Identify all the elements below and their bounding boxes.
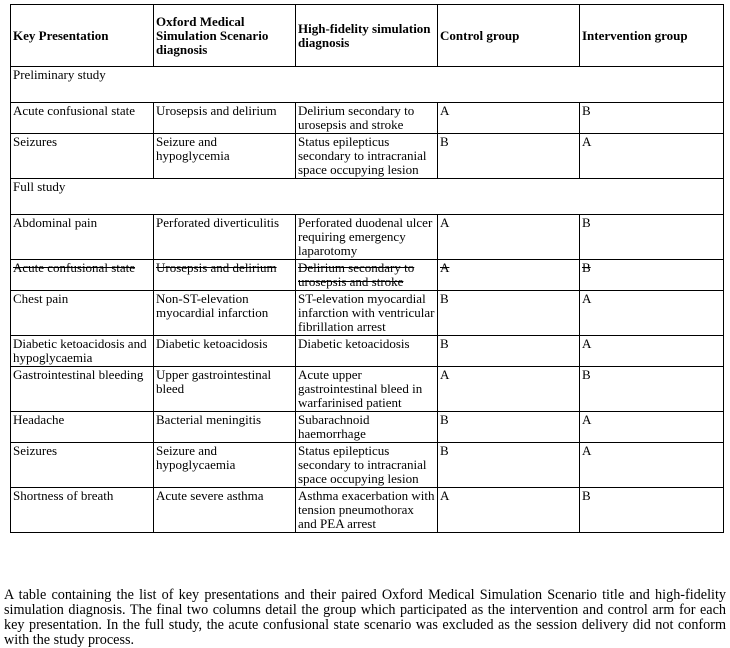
cell-intervention-group: [580, 443, 724, 488]
cell-key-presentation: [11, 443, 154, 488]
cell-intervention-group-text: A: [582, 134, 592, 149]
cell-oms-diagnosis-text: Acute severe asthma: [156, 488, 264, 503]
cell-control-group: [438, 103, 580, 134]
cell-oms-diagnosis: [154, 134, 296, 179]
cell-hf-diagnosis-text: ST-elevation myocardial infarction with ventricular fibrillation arrest: [298, 291, 435, 334]
cell-intervention-group: [580, 367, 724, 412]
cell-key-presentation-text: Shortness of breath: [13, 488, 114, 503]
cell-oms-diagnosis: [154, 215, 296, 260]
cell-hf-diagnosis-text: Status epilepticus secondary to intracranial space occupying lesion: [298, 443, 427, 486]
cell-hf-diagnosis: [296, 412, 438, 443]
cell-oms-diagnosis-text: Upper gastrointestinal bleed: [156, 367, 272, 396]
cell-intervention-group-text: A: [582, 443, 592, 458]
cell-key-presentation-text: Acute confusional state: [13, 260, 136, 275]
cell-oms-diagnosis-text: Perforated diverticulitis: [156, 215, 280, 230]
cell-intervention-group-text: A: [582, 412, 592, 427]
cell-control-group-text: B: [440, 443, 449, 458]
cell-key-presentation-text: Acute confusional state: [13, 103, 136, 118]
cell-oms-diagnosis: [154, 291, 296, 336]
cell-hf-diagnosis-text: Acute upper gastrointestinal bleed in warfarinised patient: [298, 367, 423, 410]
cell-key-presentation-text: Gastrointestinal bleeding: [13, 367, 144, 382]
cell-control-group: [438, 336, 580, 367]
table-row: [11, 103, 724, 134]
cell-oms-diagnosis-text: Diabetic ketoacidosis: [156, 336, 268, 351]
cell-control-group-text: A: [440, 260, 450, 275]
cell-control-group: [438, 215, 580, 260]
cell-hf-diagnosis-text: Delirium secondary to urosepsis and stroke: [298, 260, 415, 289]
cell-hf-diagnosis: [296, 260, 438, 291]
cell-intervention-group: [580, 336, 724, 367]
cell-intervention-group-text: A: [582, 291, 592, 306]
cell-oms-diagnosis-text: Seizure and hypoglycemia: [156, 134, 230, 163]
cell-key-presentation-text: Headache: [13, 412, 65, 427]
section-label: Preliminary study: [11, 67, 724, 103]
scenario-table: [10, 4, 724, 533]
cell-control-group: [438, 367, 580, 412]
cell-control-group: [438, 291, 580, 336]
cell-control-group: [438, 134, 580, 179]
cell-oms-diagnosis: [154, 443, 296, 488]
table-row: [11, 488, 724, 533]
cell-intervention-group-text: B: [582, 367, 591, 382]
cell-intervention-group-text: A: [582, 336, 592, 351]
cell-hf-diagnosis-text: Delirium secondary to urosepsis and stroke: [298, 103, 415, 132]
cell-intervention-group: [580, 260, 724, 291]
cell-intervention-group-text: B: [582, 260, 591, 275]
table-row: [11, 260, 724, 291]
cell-hf-diagnosis: [296, 336, 438, 367]
cell-oms-diagnosis: [154, 488, 296, 533]
cell-intervention-group: [580, 412, 724, 443]
cell-key-presentation-text: Diabetic ketoacidosis and hypoglycaemia: [13, 336, 147, 365]
cell-oms-diagnosis-text: Bacterial meningitis: [156, 412, 262, 427]
table-row: [11, 215, 724, 260]
cell-intervention-group: [580, 488, 724, 533]
table-row: [11, 412, 724, 443]
cell-key-presentation: [11, 134, 154, 179]
cell-hf-diagnosis: [296, 103, 438, 134]
cell-key-presentation: [11, 367, 154, 412]
cell-intervention-group: [580, 215, 724, 260]
cell-key-presentation: [11, 103, 154, 134]
cell-hf-diagnosis: [296, 134, 438, 179]
cell-oms-diagnosis: [154, 367, 296, 412]
cell-control-group: [438, 412, 580, 443]
table-row: [11, 336, 724, 367]
cell-key-presentation: [11, 336, 154, 367]
cell-control-group-text: B: [440, 134, 449, 149]
cell-control-group-text: A: [440, 367, 450, 382]
cell-control-group: [438, 488, 580, 533]
cell-control-group-text: A: [440, 488, 450, 503]
table-row: [11, 367, 724, 412]
column-header-oms-diagnosis: Oxford Medical Simulation Scenario diagnosis: [154, 5, 296, 67]
cell-key-presentation: [11, 291, 154, 336]
header-row: [11, 5, 724, 67]
cell-key-presentation: [11, 260, 154, 291]
cell-key-presentation-text: Seizures: [13, 443, 58, 458]
cell-key-presentation-text: Abdominal pain: [13, 215, 98, 230]
cell-hf-diagnosis-text: Perforated duodenal ulcer requiring emergency laparotomy: [298, 215, 433, 258]
cell-oms-diagnosis: [154, 260, 296, 291]
cell-intervention-group: [580, 134, 724, 179]
table-row: [11, 134, 724, 179]
column-header-control-group: Control group: [438, 5, 580, 67]
cell-control-group-text: B: [440, 291, 449, 306]
section-label: Full study: [11, 179, 724, 215]
cell-intervention-group: [580, 103, 724, 134]
section-row: [11, 179, 724, 215]
cell-control-group: [438, 260, 580, 291]
table-caption: A table containing the list of key presentations and their paired Oxford Medical Simulation Scenario title and high-fidelity simulation diagnosis. The final two columns detail the group which participated as the intervention and control arm for each key presentation. In the full study, the acute confusional state scenario was excluded as the session delivery did not conform with the study process.: [4, 587, 726, 648]
cell-key-presentation: [11, 215, 154, 260]
column-header-key-presentation: Key Presentation: [11, 5, 154, 67]
cell-oms-diagnosis-text: Urosepsis and delirium: [156, 260, 277, 275]
table-row: [11, 443, 724, 488]
cell-intervention-group-text: B: [582, 488, 591, 503]
cell-hf-diagnosis-text: Asthma exacerbation with tension pneumothorax and PEA arrest: [298, 488, 435, 531]
cell-oms-diagnosis: [154, 336, 296, 367]
cell-hf-diagnosis-text: Status epilepticus secondary to intracranial space occupying lesion: [298, 134, 427, 177]
cell-control-group-text: B: [440, 336, 449, 351]
cell-control-group: [438, 443, 580, 488]
table-row: [11, 291, 724, 336]
cell-control-group-text: A: [440, 215, 450, 230]
cell-oms-diagnosis-text: Non-ST-elevation myocardial infarction: [156, 291, 269, 320]
cell-hf-diagnosis-text: Diabetic ketoacidosis: [298, 336, 410, 351]
cell-hf-diagnosis: [296, 291, 438, 336]
cell-oms-diagnosis-text: Urosepsis and delirium: [156, 103, 277, 118]
cell-key-presentation: [11, 412, 154, 443]
cell-hf-diagnosis-text: Subarachnoid haemorrhage: [298, 412, 370, 441]
column-header-intervention-group: Intervention group: [580, 5, 724, 67]
cell-key-presentation-text: Seizures: [13, 134, 58, 149]
cell-intervention-group-text: B: [582, 103, 591, 118]
cell-control-group-text: A: [440, 103, 450, 118]
cell-hf-diagnosis: [296, 488, 438, 533]
cell-oms-diagnosis: [154, 103, 296, 134]
cell-oms-diagnosis: [154, 412, 296, 443]
column-header-hf-diagnosis: High-fidelity simulation diagnosis: [296, 5, 438, 67]
cell-hf-diagnosis: [296, 443, 438, 488]
cell-control-group-text: B: [440, 412, 449, 427]
cell-key-presentation: [11, 488, 154, 533]
cell-key-presentation-text: Chest pain: [13, 291, 69, 306]
cell-intervention-group-text: B: [582, 215, 591, 230]
table-body: [11, 67, 724, 533]
section-row: [11, 67, 724, 103]
cell-oms-diagnosis-text: Seizure and hypoglycaemia: [156, 443, 236, 472]
cell-hf-diagnosis: [296, 215, 438, 260]
cell-intervention-group: [580, 291, 724, 336]
cell-hf-diagnosis: [296, 367, 438, 412]
